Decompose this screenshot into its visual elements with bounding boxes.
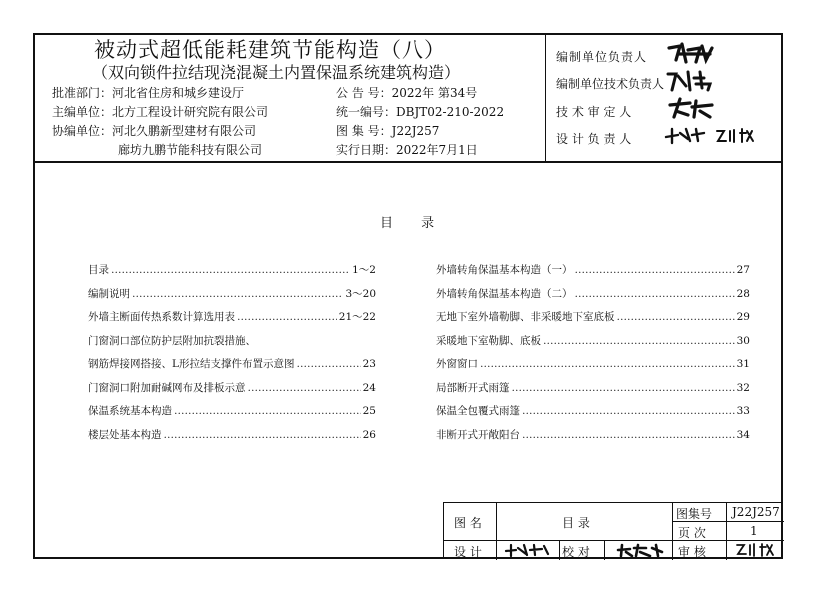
reviewer-signature-icon [666,95,716,121]
toc-item[interactable]: 门窗洞口附加耐碱网布及排板示意 ………………………………………………………………………………………………………………………………………………………… 24 [88,380,376,404]
page-label: 页 次 [678,526,706,540]
toc-item[interactable]: 楼层处基本构造 ………………………………………………………………………………………………………………………………………………………… 26 [88,427,376,451]
review-label: 审 核 [678,545,706,559]
designer-label: 设 计 负 责 人 [556,132,632,146]
unit-head-signature-icon [666,40,716,66]
toc-item[interactable]: 目录 ………………………………………………………………………………………………………………………………………………………… 1～2 [88,262,376,286]
toc-item[interactable]: 编制说明 ………………………………………………………………………………………………………………………………………………………… 3～20 [88,286,376,310]
document-title: 被动式超低能耗建筑节能构造（八） [94,38,446,62]
document-subtitle: （双向锁件拉结现浇混凝土内置保温系统建筑构造） [91,63,460,82]
title-block [443,502,783,559]
toc-item[interactable]: 保温系统基本构造 ………………………………………………………………………………………………………………………………………………………… 25 [88,403,376,427]
toc-item[interactable]: 外墙主断面传热系数计算选用表 ………………………………………………………………………………………………………………………………………………………… 21～22 [88,309,376,333]
tb-divider [496,503,497,560]
tech-head-label: 编制单位技术负责人 [556,77,665,91]
reviewer-label: 技 术 审 定 人 [556,105,632,119]
tb-divider [672,503,673,560]
atlas-label: 图集号 [676,507,713,521]
toc-item[interactable]: 非断开式开敞阳台 ………………………………………………………………………………………………………………………………………………………… 34 [436,427,750,451]
approval-dept: 批准部门：河北省住房和城乡建设厅 [52,86,245,100]
review-signature-icon [734,542,778,558]
drawing-name-label: 图 名 [454,516,482,530]
drawing-name: 目 录 [562,516,590,530]
atlas-value: J22J257 [732,505,780,519]
unit-head-label: 编制单位负责人 [556,50,648,64]
tech-head-signature-icon [664,68,716,94]
tb-divider [726,503,727,560]
toc-heading: 目 录 [380,216,447,231]
toc-left-column [88,262,376,450]
designer-signature-icon [664,125,706,145]
chief-editor-unit: 主编单位：北方工程设计研究院有限公司 [52,105,269,119]
tb-divider [444,540,784,541]
design-label: 设 计 [454,545,482,559]
atlas-number: 图 集 号：J22J257 [336,124,440,138]
tb-divider [559,540,560,560]
unified-number: 统一编号：DBJT02-210-2022 [336,105,505,119]
header-vertical-divider [545,33,546,161]
co-editor-unit-2: 廊坊九鹏节能科技有限公司 [118,143,263,157]
check-label: 校 对 [562,545,590,559]
toc-item[interactable]: 保温全包覆式雨篷 ………………………………………………………………………………………………………………………………………………………… 33 [436,403,750,427]
header-divider [33,161,783,163]
toc-item[interactable]: 外墙转角保温基本构造（二） ………………………………………………………………………………………………………………………………………………………… 28 [436,286,750,310]
design-signature-icon [504,542,550,558]
toc-right-column [436,262,750,450]
tb-divider [604,540,605,560]
toc-item[interactable]: 外窗窗口 ………………………………………………………………………………………………………………………………………………………… 31 [436,356,750,380]
toc-item[interactable]: 门窗洞口部位防护层附加抗裂措施、 [88,334,256,347]
page-value: 1 [750,524,758,538]
toc-item[interactable]: 无地下室外墙勒脚、非采暖地下室底板 ………………………………………………………………………………………………………………………………………………………… 29 [436,309,750,333]
check-signature-icon [616,542,666,558]
effective-date: 实行日期：2022年7月1日 [336,143,478,157]
announcement-number: 公 告 号：2022年 第34号 [336,86,478,100]
designer-signature-2-icon [714,127,756,145]
co-editor-unit-1: 协编单位：河北久鹏新型建材有限公司 [52,124,257,138]
toc-item[interactable]: 外墙转角保温基本构造（一） ………………………………………………………………………………………………………………………………………………………… 27 [436,262,750,286]
toc-item[interactable]: 采暖地下室勒脚、底板 ………………………………………………………………………………………………………………………………………………………… 30 [436,333,750,357]
toc-item[interactable]: 钢筋焊接网搭接、L形拉结支撑件布置示意图 ………………………………………………………………………………………………………………………………………………………… 23 [88,356,376,380]
toc-item[interactable]: 局部断开式雨篷 ………………………………………………………………………………………………………………………………………………………… 32 [436,380,750,404]
